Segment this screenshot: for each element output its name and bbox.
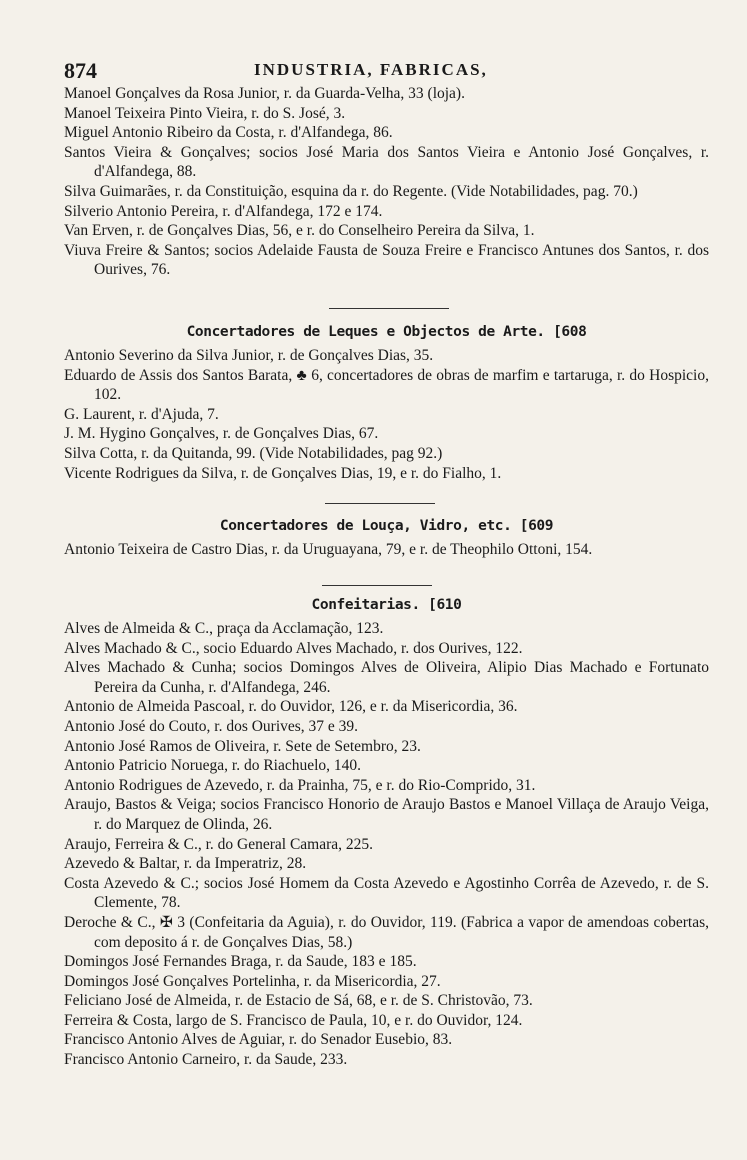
section-divider <box>322 585 432 586</box>
list-item: Eduardo de Assis dos Santos Barata, ♣ 6, concertadores de obras de marfim e tartaruga, r. do Hospicio, 102. <box>64 366 709 404</box>
list-item: Antonio José Ramos de Oliveira, r. Sete de Setembro, 23. <box>64 737 421 755</box>
list-item: Domingos José Gonçalves Portelinha, r. da Misericordia, 27. <box>64 972 441 990</box>
list-item: Miguel Antonio Ribeiro da Costa, r. d'Alfandega, 86. <box>64 124 393 142</box>
list-item: Santos Vieira & Gonçalves; socios José Maria dos Santos Vieira e Antonio José Gonçalves, r. d'Alfandega, 88. <box>64 143 709 181</box>
section-heading-confeitarias: Confeitarias. [610 <box>311 597 462 613</box>
running-title: INDUSTRIA, FABRICAS, <box>254 60 488 79</box>
section-divider <box>325 503 435 504</box>
list-item: Costa Azevedo & C.; socios José Homem da Costa Azevedo e Agostinho Corrêa de Azevedo, r. de S. Clemente, 78. <box>64 874 709 912</box>
list-item: Alves Machado & C., socio Eduardo Alves Machado, r. dos Ourives, 122. <box>64 639 523 657</box>
list-item: Araujo, Bastos & Veiga; socios Francisco Honorio de Araujo Bastos e Manoel Villaça de Araujo Veiga, r. do Marquez de Olinda, 26. <box>64 796 709 833</box>
section-divider <box>329 308 449 309</box>
list-item: G. Laurent, r. d'Ajuda, 7. <box>64 405 219 423</box>
section-heading-leques: Concertadores de Leques e Objectos de Arte. [608 <box>186 324 587 340</box>
list-item: Silva Guimarães, r. da Constituição, esquina da r. do Regente. (Vide Notabilidades, pag. 70.) <box>64 182 638 200</box>
list-item: Azevedo & Baltar, r. da Imperatriz, 28. <box>64 855 307 873</box>
section-heading-louca: Concertadores de Louça, Vidro, etc. [609 <box>219 518 554 534</box>
list-item: Alves de Almeida & C., praça da Acclamação, 123. <box>64 620 384 637</box>
list-item: Antonio de Almeida Pascoal, r. do Ouvidor, 126, e r. da Misericordia, 36. <box>64 698 518 716</box>
list-item: Antonio Patricio Noruega, r. do Riachuelo, 140. <box>64 757 362 775</box>
section-confeitarias-list <box>64 619 709 1070</box>
list-item: Feliciano José de Almeida, r. de Estacio de Sá, 68, e r. de S. Christovão, 73. <box>64 992 533 1010</box>
list-item: Deroche & C., ✠ 3 (Confeitaria da Aguia), r. do Ouvidor, 119. (Fabrica a vapor de amendoas cobertas, com deposito á r. de Gonçalves Dias, 58.) <box>64 913 709 951</box>
list-item: Francisco Antonio Alves de Aguiar, r. do Senador Eusebio, 83. <box>64 1031 453 1049</box>
section-leques-list <box>64 346 709 483</box>
list-item: Francisco Antonio Carneiro, r. da Saude, 233. <box>64 1051 348 1069</box>
page-header <box>64 58 709 84</box>
list-item: Silverio Antonio Pereira, r. d'Alfandega, 172 e 174. <box>64 202 383 220</box>
section-top-list <box>64 84 709 280</box>
list-item: Van Erven, r. de Gonçalves Dias, 56, e r. do Conselheiro Pereira da Silva, 1. <box>64 222 535 240</box>
list-item: Antonio Severino da Silva Junior, r. de Gonçalves Dias, 35. <box>64 347 434 364</box>
list-item: Silva Cotta, r. da Quitanda, 99. (Vide Notabilidades, pag 92.) <box>64 444 443 462</box>
list-item: Antonio Teixeira de Castro Dias, r. da Uruguayana, 79, e r. de Theophilo Ottoni, 154. <box>64 541 593 558</box>
list-item: Manoel Gonçalves da Rosa Junior, r. da Guarda-Velha, 33 (loja). <box>64 85 465 102</box>
list-item: Antonio José do Couto, r. dos Ourives, 37 e 39. <box>64 717 359 735</box>
list-item: Manoel Teixeira Pinto Vieira, r. do S. José, 3. <box>64 104 346 122</box>
list-item: J. M. Hygino Gonçalves, r. de Gonçalves Dias, 67. <box>64 425 379 443</box>
page-number: 874 <box>64 58 97 83</box>
list-item: Vicente Rodrigues da Silva, r. de Gonçalves Dias, 19, e r. do Fialho, 1. <box>64 464 502 482</box>
list-item: Viuva Freire & Santos; socios Adelaide Fausta de Souza Freire e Francisco Antunes dos Santos, r. dos Ourives, 76. <box>64 241 709 279</box>
section-louca-list <box>64 540 709 560</box>
list-item: Domingos José Fernandes Braga, r. da Saude, 183 e 185. <box>64 953 417 971</box>
list-item: Antonio Rodrigues de Azevedo, r. da Prainha, 75, e r. do Rio-Comprido, 31. <box>64 776 536 794</box>
list-item: Alves Machado & Cunha; socios Domingos Alves de Oliveira, Alipio Dias Machado e Fortunato Pereira da Cunha, r. d'Alfandega, 246. <box>64 659 709 696</box>
list-item: Araujo, Ferreira & C., r. do General Camara, 225. <box>64 835 374 853</box>
list-item: Ferreira & Costa, largo de S. Francisco de Paula, 10, e r. do Ouvidor, 124. <box>64 1011 523 1029</box>
